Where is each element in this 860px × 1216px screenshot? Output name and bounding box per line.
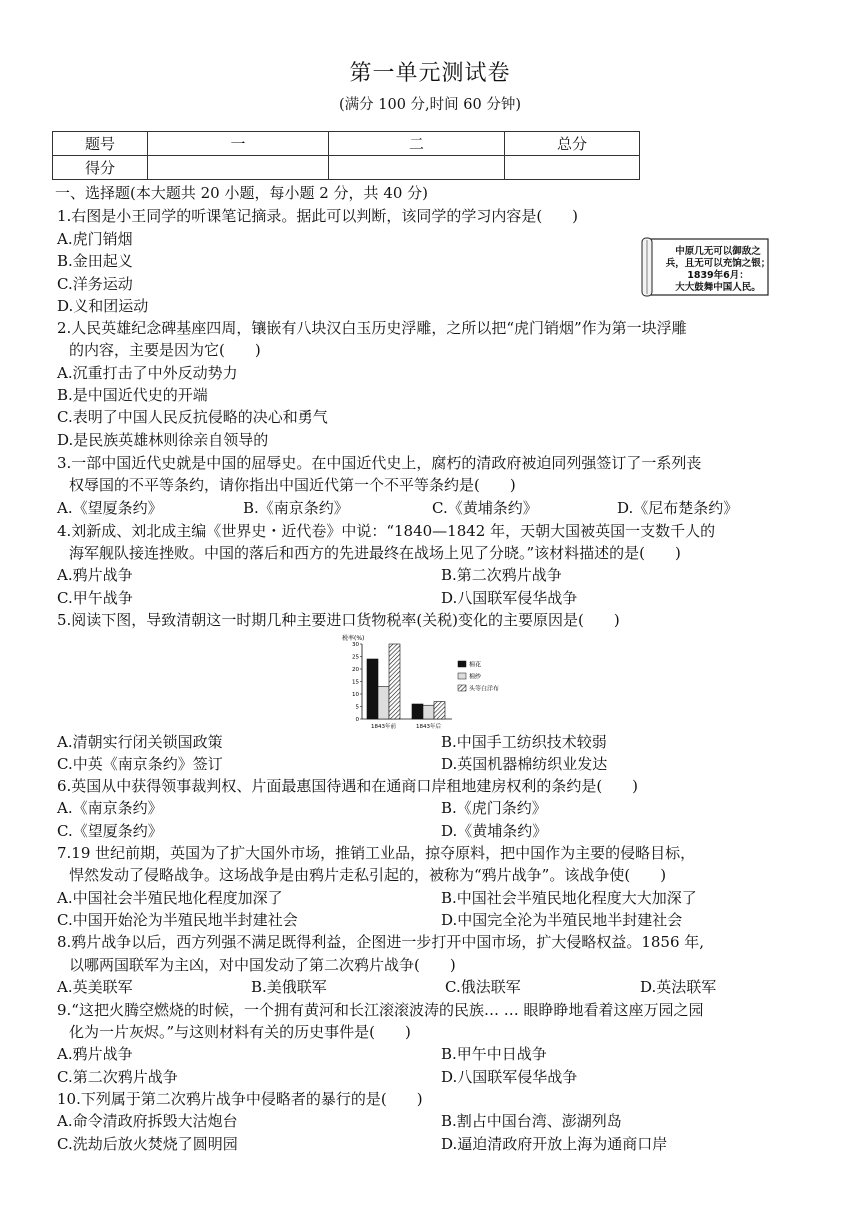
question-8-option-b: B.美俄联军 <box>251 978 327 996</box>
chart-legend-label: 棉花 <box>469 661 482 669</box>
question-2-option-b: B.是中国近代史的开端 <box>57 386 208 404</box>
score-cell <box>329 156 505 180</box>
question-10-option-b: B.割占中国台湾、澎湖列岛 <box>441 1112 622 1130</box>
score-cell: 得分 <box>53 156 148 180</box>
question-3-stem-cont: 权辱国的不平等条约，请你指出中国近代第一个不平等条约是( ) <box>69 476 516 494</box>
question-2-stem: 2.人民英雄纪念碑基座四周，镶嵌有八块汉白玉历史浮雕，之所以把“虎门销烟”作为第一块浮雕 <box>57 319 687 337</box>
question-6-option-d: D.《黄埔条约》 <box>441 822 548 840</box>
question-2-stem-cont: 的内容，主要是因为它( ) <box>69 341 261 359</box>
note-line: 1839年6月： <box>687 270 749 281</box>
question-8-option-a: A.英美联军 <box>57 978 133 996</box>
note-line: 中原几无可以御敌之 <box>675 246 761 257</box>
score-cell <box>148 156 329 180</box>
section-heading: 一、选择题(本大题共 20 小题，每小题 2 分，共 40 分) <box>55 184 429 202</box>
question-9-option-a: A.鸦片战争 <box>57 1045 133 1063</box>
question-10-option-a: A.命令清政府拆毁大沽炮台 <box>57 1112 238 1130</box>
score-cell: 题号 <box>53 132 148 156</box>
score-table-header-row <box>53 132 640 156</box>
question-7-option-b: B.中国社会半殖民地化程度大大加深了 <box>441 889 697 907</box>
chart-bar <box>423 705 434 719</box>
score-table-value-row <box>53 156 640 180</box>
question-6-stem: 6.英国从中获得领事裁判权、片面最惠国待遇和在通商口岸租地建房权利的条约是( ) <box>57 777 639 795</box>
question-5-option-a: A.清朝实行闭关锁国政策 <box>57 733 223 751</box>
chart-x-tick-label: 1843年前 <box>371 724 396 730</box>
question-8-stem: 8.鸦片战争以后，西方列强不满足既得利益，企图进一步打开中国市场，扩大侵略权益。1856 年, <box>57 933 705 951</box>
chart-ylabel: 税率(%) <box>342 635 365 642</box>
chart-bar <box>434 702 445 720</box>
question-3-option-c: C.《黄埔条约》 <box>432 499 538 517</box>
question-4-stem: 4.刘新成、刘北成主编《世界史・近代卷》中说：“1840—1842 年，天朝大国被英国一支数千人的 <box>57 522 716 540</box>
chart-bar <box>367 659 378 719</box>
question-4-stem-cont: 海军舰队接连挫败。中国的落后和西方的先进最终在战场上见了分晓。”该材料描述的是( ) <box>69 544 681 562</box>
note-line: 大大鼓舞中国人民。 <box>675 282 761 293</box>
chart-legend <box>458 661 499 693</box>
chart-y-ticks <box>352 642 362 723</box>
chart-y-tick-label: 10 <box>352 692 359 698</box>
chart-legend-label: 棉纱 <box>469 673 482 681</box>
tariff-bar-chart <box>340 633 510 733</box>
chart-x-tick-label: 1843年后 <box>416 724 441 730</box>
question-9-option-d: D.八国联军侵华战争 <box>441 1068 578 1086</box>
chart-y-tick-label: 20 <box>352 667 359 673</box>
question-7-stem-cont: 悍然发动了侵略战争。这场战争是由鸦片走私引起的，被称为“鸦片战争”。该战争使( ) <box>69 866 667 884</box>
question-7-option-c: C.中国开始沦为半殖民地半封建社会 <box>57 911 298 929</box>
question-9-option-c: C.第二次鸦片战争 <box>57 1068 178 1086</box>
question-3-stem: 3.一部中国近代史就是中国的屈辱史。在中国近代史上，腐朽的清政府被迫同列强签订了一系列丧 <box>57 454 702 472</box>
question-1-option-a: A.虎门销烟 <box>57 230 133 248</box>
question-3-option-a: A.《望厦条约》 <box>57 499 163 517</box>
question-4-option-a: A.鸦片战争 <box>57 566 133 584</box>
question-5-option-c: C.中英《南京条约》签订 <box>57 755 223 773</box>
question-8-option-c: C.俄法联军 <box>445 978 521 996</box>
question-7-option-d: D.中国完全沦为半殖民地半封建社会 <box>441 911 683 929</box>
page-title: 第一单元测试卷 <box>349 61 511 86</box>
note-scroll-image <box>640 236 772 298</box>
note-text <box>662 246 774 294</box>
note-line: 兵，且无可以充饷之银； <box>665 258 771 269</box>
question-1-option-b: B.金田起义 <box>57 252 133 270</box>
question-7-option-a: A.中国社会半殖民地化程度加深了 <box>57 889 283 907</box>
question-2-option-d: D.是民族英雄林则徐亲自领导的 <box>57 431 269 449</box>
question-3-option-b: B.《南京条约》 <box>243 499 349 517</box>
question-5-stem: 5.阅读下图，导致清朝这一时期几种主要进口货物税率(关税)变化的主要原因是( ) <box>57 611 620 629</box>
chart-bar <box>389 644 400 719</box>
chart-legend-swatch <box>458 685 466 691</box>
question-7-stem: 7.19 世纪前期，英国为了扩大国外市场，推销工业品，掠夺原料，把中国作为主要的侵略目标， <box>57 844 696 862</box>
chart-y-tick-label: 15 <box>352 679 359 686</box>
question-5-option-d: D.英国机器棉纺织业发达 <box>441 755 608 773</box>
chart-y-tick-label: 30 <box>352 642 359 648</box>
question-4-option-c: C.甲午战争 <box>57 589 133 607</box>
chart-y-tick-label: 0 <box>355 717 359 723</box>
question-2-option-a: A.沉重打击了中外反动势力 <box>57 364 238 382</box>
question-4-option-b: B.第二次鸦片战争 <box>441 566 562 584</box>
question-9-option-b: B.甲午中日战争 <box>441 1045 547 1063</box>
question-6-option-c: C.《望厦条约》 <box>57 822 163 840</box>
question-10-option-d: D.逼迫清政府开放上海为通商口岸 <box>441 1135 668 1153</box>
question-1-option-c: C.洋务运动 <box>57 275 133 293</box>
question-1-stem: 1.右图是小王同学的听课笔记摘录。据此可以判断，该同学的学习内容是( ) <box>57 207 579 225</box>
question-1-option-d: D.义和团运动 <box>57 297 149 315</box>
question-10-stem: 10.下列属于第二次鸦片战争中侵略者的暴行的是( ) <box>57 1090 423 1108</box>
chart-bar <box>412 704 423 719</box>
question-2-option-c: C.表明了中国人民反抗侵略的决心和勇气 <box>57 408 328 426</box>
chart-bars <box>367 644 445 719</box>
score-table <box>52 131 640 180</box>
chart-y-tick-label: 5 <box>355 704 359 711</box>
question-6-option-b: B.《虎门条约》 <box>441 799 547 817</box>
score-cell: 总分 <box>505 132 640 156</box>
score-cell: 一 <box>148 132 329 156</box>
page-subtitle: (满分 100 分,时间 60 分钟) <box>339 97 521 113</box>
question-10-option-c: C.洗劫后放火焚烧了圆明园 <box>57 1135 238 1153</box>
chart-legend-swatch <box>458 673 466 679</box>
chart-y-tick-label: 25 <box>352 654 359 661</box>
question-9-stem: 9.“这把火腾空燃烧的时候，一个拥有黄河和长江滚滚波涛的民族… … 眼睁睁地看着这座万园之园 <box>57 1001 704 1019</box>
chart-legend-swatch <box>458 661 466 667</box>
chart-x-labels <box>371 722 441 730</box>
score-cell <box>505 156 640 180</box>
question-8-option-d: D.英法联军 <box>640 978 717 996</box>
chart-legend-label: 头等白洋布 <box>469 685 500 693</box>
chart-bar <box>378 687 389 720</box>
question-9-stem-cont: 化为一片灰烬。”与这则材料有关的历史事件是( ) <box>69 1023 411 1041</box>
question-6-option-a: A.《南京条约》 <box>57 799 163 817</box>
question-5-option-b: B.中国手工纺织技术较弱 <box>441 733 607 751</box>
question-8-stem-cont: 以哪两国联军为主凶，对中国发动了第二次鸦片战争( ) <box>69 956 456 974</box>
question-4-option-d: D.八国联军侵华战争 <box>441 589 578 607</box>
score-cell: 二 <box>329 132 505 156</box>
question-3-option-d: D.《尼布楚条约》 <box>617 499 739 517</box>
